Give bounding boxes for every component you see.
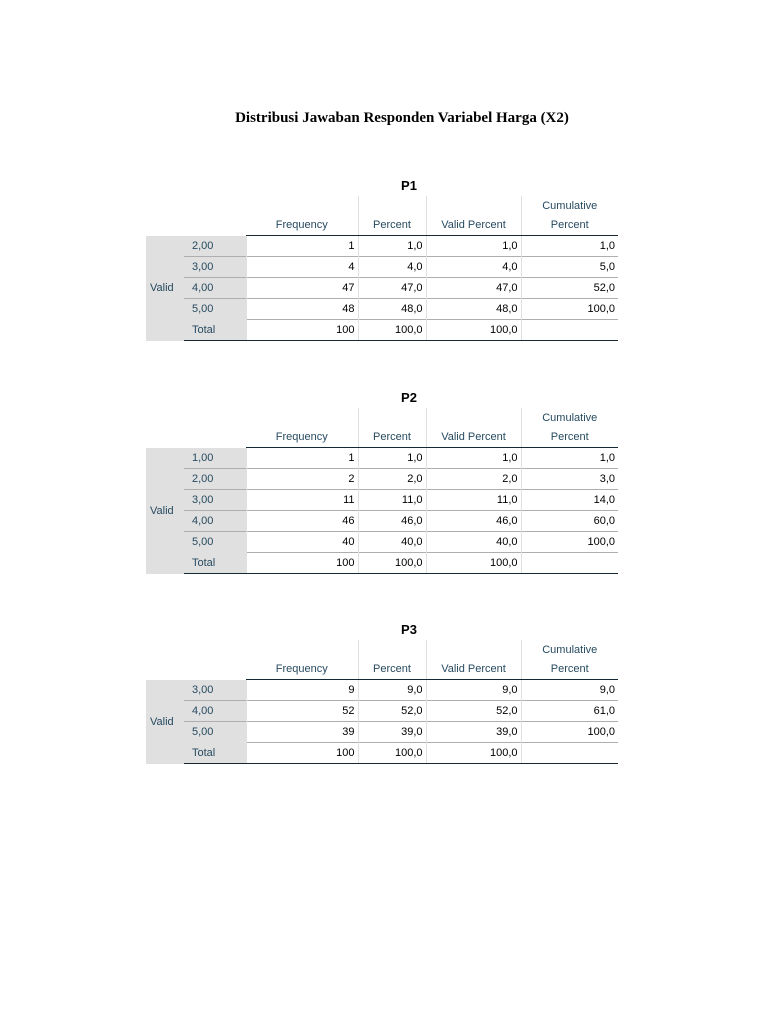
- table-title: P2: [401, 390, 417, 405]
- cell-valid-percent: 39,0: [426, 722, 521, 743]
- cell-valid-percent: 40,0: [426, 532, 521, 553]
- cell-percent: 4,0: [358, 257, 426, 278]
- header-frequency: Frequency: [246, 216, 358, 236]
- cell-percent: 100,0: [358, 743, 426, 764]
- cell-percent: 11,0: [358, 490, 426, 511]
- header-empty: [426, 408, 521, 428]
- cell-cumulative-percent: 60,0: [521, 511, 618, 532]
- cell-cumulative-percent: 1,0: [521, 236, 618, 257]
- cell-cumulative-percent: 3,0: [521, 469, 618, 490]
- cell-valid-percent: 46,0: [426, 511, 521, 532]
- row-category: Total: [184, 320, 246, 341]
- header-empty: [184, 428, 246, 448]
- frequency-table: [146, 196, 618, 341]
- header-empty: [184, 196, 246, 216]
- row-category: 2,00: [184, 469, 246, 490]
- cell-valid-percent: 1,0: [426, 236, 521, 257]
- cell-frequency: 100: [246, 320, 358, 341]
- header-frequency: Frequency: [246, 660, 358, 680]
- table-row: [146, 743, 618, 764]
- header-empty: [246, 640, 358, 660]
- row-category: 5,00: [184, 722, 246, 743]
- header-cumulative-bottom: Percent: [521, 428, 618, 448]
- cell-valid-percent: 9,0: [426, 680, 521, 701]
- table-row: [146, 553, 618, 574]
- row-category: 4,00: [184, 511, 246, 532]
- header-empty: [184, 640, 246, 660]
- cell-frequency: 2: [246, 469, 358, 490]
- cell-percent: 100,0: [358, 320, 426, 341]
- cell-frequency: 52: [246, 701, 358, 722]
- header-empty: [184, 660, 246, 680]
- header-empty: [184, 408, 246, 428]
- cell-cumulative-percent: 5,0: [521, 257, 618, 278]
- cell-cumulative-percent: 14,0: [521, 490, 618, 511]
- cell-frequency: 48: [246, 299, 358, 320]
- table-row: [146, 448, 618, 469]
- cell-frequency: 1: [246, 448, 358, 469]
- cell-valid-percent: 11,0: [426, 490, 521, 511]
- cell-frequency: 11: [246, 490, 358, 511]
- cell-percent: 100,0: [358, 553, 426, 574]
- row-category: 5,00: [184, 299, 246, 320]
- header-empty: [358, 196, 426, 216]
- cell-percent: 39,0: [358, 722, 426, 743]
- table-row: [146, 532, 618, 553]
- table-row: [146, 299, 618, 320]
- cell-frequency: 1: [246, 236, 358, 257]
- header-empty: [146, 640, 184, 660]
- header-percent: Percent: [358, 428, 426, 448]
- row-group-label: Valid: [146, 448, 184, 574]
- header-valid-percent: Valid Percent: [426, 660, 521, 680]
- table-row: [146, 722, 618, 743]
- cell-valid-percent: 47,0: [426, 278, 521, 299]
- cell-cumulative-percent: 52,0: [521, 278, 618, 299]
- cell-percent: 1,0: [358, 236, 426, 257]
- header-empty: [358, 408, 426, 428]
- cell-percent: 1,0: [358, 448, 426, 469]
- header-empty: [146, 196, 184, 216]
- cell-cumulative-percent: 100,0: [521, 532, 618, 553]
- table-title: P1: [401, 178, 417, 193]
- header-empty: [146, 428, 184, 448]
- row-category: 4,00: [184, 701, 246, 722]
- row-category: 3,00: [184, 490, 246, 511]
- cell-cumulative-percent: 1,0: [521, 448, 618, 469]
- header-cumulative-bottom: Percent: [521, 660, 618, 680]
- cell-frequency: 9: [246, 680, 358, 701]
- cell-frequency: 4: [246, 257, 358, 278]
- frequency-table: [146, 408, 618, 574]
- header-valid-percent: Valid Percent: [426, 428, 521, 448]
- frequency-table: [146, 640, 618, 764]
- cell-percent: 2,0: [358, 469, 426, 490]
- cell-cumulative-percent: 61,0: [521, 701, 618, 722]
- cell-cumulative-percent: 100,0: [521, 299, 618, 320]
- cell-frequency: 46: [246, 511, 358, 532]
- cell-frequency: 40: [246, 532, 358, 553]
- cell-percent: 40,0: [358, 532, 426, 553]
- table-row: [146, 236, 618, 257]
- header-cumulative-top: Cumulative: [521, 196, 618, 216]
- cell-cumulative-percent: 9,0: [521, 680, 618, 701]
- table-title: P3: [401, 622, 417, 637]
- cell-valid-percent: 100,0: [426, 743, 521, 764]
- row-category: 3,00: [184, 680, 246, 701]
- row-category: Total: [184, 743, 246, 764]
- header-empty: [246, 408, 358, 428]
- cell-frequency: 39: [246, 722, 358, 743]
- cell-valid-percent: 48,0: [426, 299, 521, 320]
- header-empty: [146, 660, 184, 680]
- cell-cumulative-percent: [521, 320, 618, 341]
- table-row: [146, 511, 618, 532]
- header-percent: Percent: [358, 660, 426, 680]
- table-row: [146, 469, 618, 490]
- header-empty: [426, 640, 521, 660]
- cell-valid-percent: 100,0: [426, 320, 521, 341]
- cell-valid-percent: 100,0: [426, 553, 521, 574]
- header-frequency: Frequency: [246, 428, 358, 448]
- header-cumulative-top: Cumulative: [521, 640, 618, 660]
- header-empty: [426, 196, 521, 216]
- cell-valid-percent: 1,0: [426, 448, 521, 469]
- table-row: [146, 680, 618, 701]
- header-empty: [146, 408, 184, 428]
- row-group-label: Valid: [146, 680, 184, 764]
- cell-percent: 9,0: [358, 680, 426, 701]
- header-valid-percent: Valid Percent: [426, 216, 521, 236]
- cell-percent: 47,0: [358, 278, 426, 299]
- cell-valid-percent: 52,0: [426, 701, 521, 722]
- document-title: Distribusi Jawaban Responden Variabel Harga (X2): [235, 110, 569, 126]
- cell-percent: 52,0: [358, 701, 426, 722]
- row-category: 3,00: [184, 257, 246, 278]
- table-row: [146, 490, 618, 511]
- cell-percent: 48,0: [358, 299, 426, 320]
- row-category: 4,00: [184, 278, 246, 299]
- table-row: [146, 320, 618, 341]
- header-cumulative-top: Cumulative: [521, 408, 618, 428]
- cell-frequency: 47: [246, 278, 358, 299]
- cell-valid-percent: 2,0: [426, 469, 521, 490]
- header-cumulative-bottom: Percent: [521, 216, 618, 236]
- row-category: 1,00: [184, 448, 246, 469]
- row-category: 2,00: [184, 236, 246, 257]
- row-group-label: Valid: [146, 236, 184, 341]
- cell-cumulative-percent: [521, 553, 618, 574]
- cell-cumulative-percent: 100,0: [521, 722, 618, 743]
- header-empty: [184, 216, 246, 236]
- cell-cumulative-percent: [521, 743, 618, 764]
- cell-frequency: 100: [246, 553, 358, 574]
- cell-frequency: 100: [246, 743, 358, 764]
- row-category: 5,00: [184, 532, 246, 553]
- header-empty: [246, 196, 358, 216]
- cell-percent: 46,0: [358, 511, 426, 532]
- row-category: Total: [184, 553, 246, 574]
- table-row: [146, 257, 618, 278]
- header-percent: Percent: [358, 216, 426, 236]
- table-row: [146, 278, 618, 299]
- header-empty: [146, 216, 184, 236]
- table-row: [146, 701, 618, 722]
- header-empty: [358, 640, 426, 660]
- cell-valid-percent: 4,0: [426, 257, 521, 278]
